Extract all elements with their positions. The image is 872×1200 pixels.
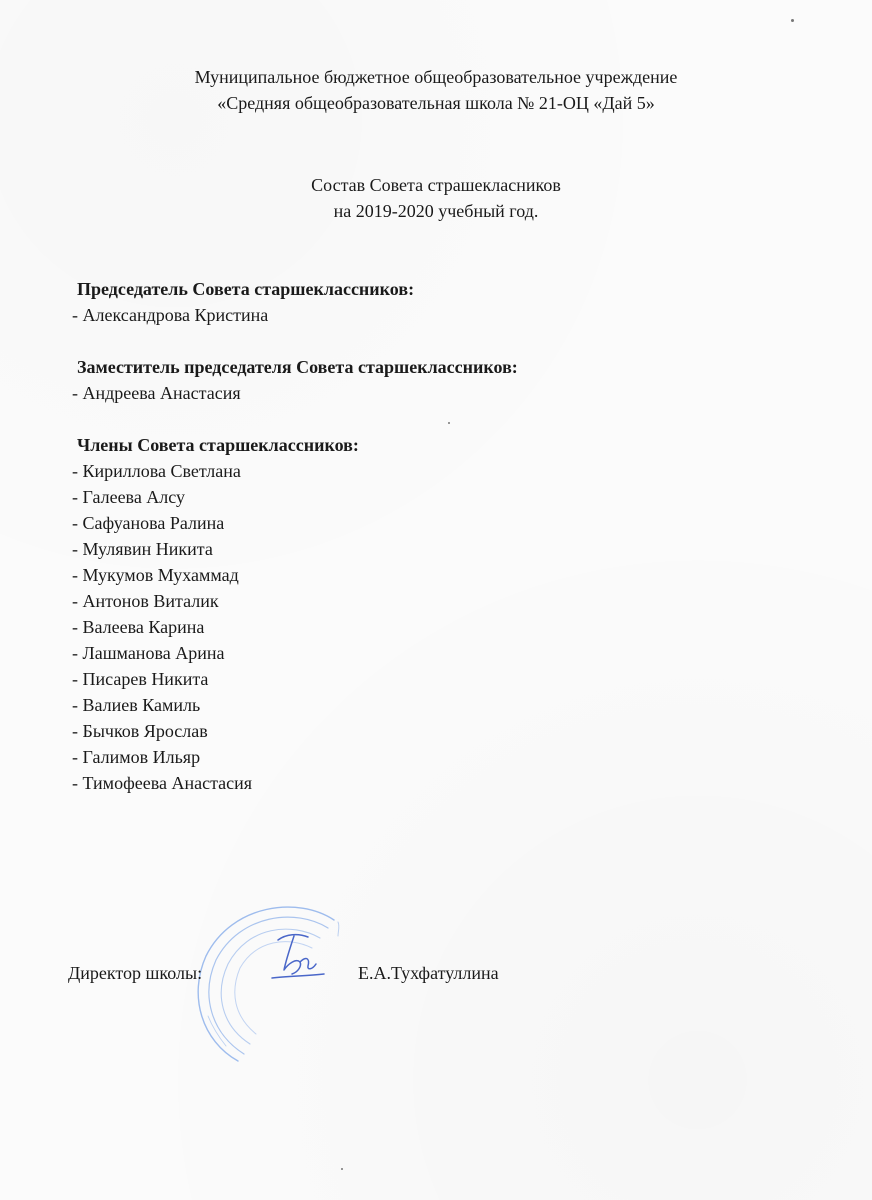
school-year-line: на 2019-2020 учебный год. [333, 201, 539, 221]
member-name: - Лашманова Арина [72, 643, 225, 663]
scan-speck [448, 422, 450, 424]
member-name: - Галеева Алсу [72, 487, 186, 507]
member-name: - Валеева Карина [72, 617, 205, 637]
council-list [72, 276, 772, 796]
member-name: - Кириллова Светлана [72, 461, 241, 481]
member-name: - Галимов Ильяр [72, 747, 201, 767]
member-name: - Тимофеева Анастасия [72, 773, 253, 793]
member-name: - Антонов Виталик [72, 591, 219, 611]
member-name: - Мукумов Мухаммад [72, 565, 239, 585]
school-type-line: Муниципальное бюджетное общеобразовательное учреждение [194, 67, 678, 87]
school-name-line: «Средняя общеобразовательная школа № 21-ОЦ «Дай 5» [217, 93, 655, 113]
chairman-heading: Председатель Совета старшеклассников: [77, 279, 415, 299]
scan-speck [791, 19, 794, 22]
chairman-name: - Александрова Кристина [72, 305, 269, 325]
deputy-section [72, 354, 772, 406]
members-section [72, 432, 772, 796]
document-title [0, 172, 872, 224]
member-name: - Бычков Ярослав [72, 721, 208, 741]
member-name: - Сафуанова Ралина [72, 513, 225, 533]
member-name: - Валиев Камиль [72, 695, 201, 715]
deputy-name: - Андреева Анастасия [72, 383, 241, 403]
director-name: Е.А.Тухфатуллина [358, 963, 499, 983]
title-line: Состав Совета страшекласников [311, 175, 561, 195]
members-heading: Члены Совета старшеклассников: [77, 435, 359, 455]
chairman-section [72, 276, 772, 328]
scan-speck [341, 1168, 343, 1170]
deputy-heading: Заместитель председателя Совета старшеклассников: [77, 357, 518, 377]
member-name: - Мулявин Никита [72, 539, 213, 559]
director-label: Директор школы: [68, 963, 203, 983]
document-header [0, 64, 872, 116]
member-name: - Писарев Никита [72, 669, 209, 689]
signature-row [68, 960, 768, 990]
